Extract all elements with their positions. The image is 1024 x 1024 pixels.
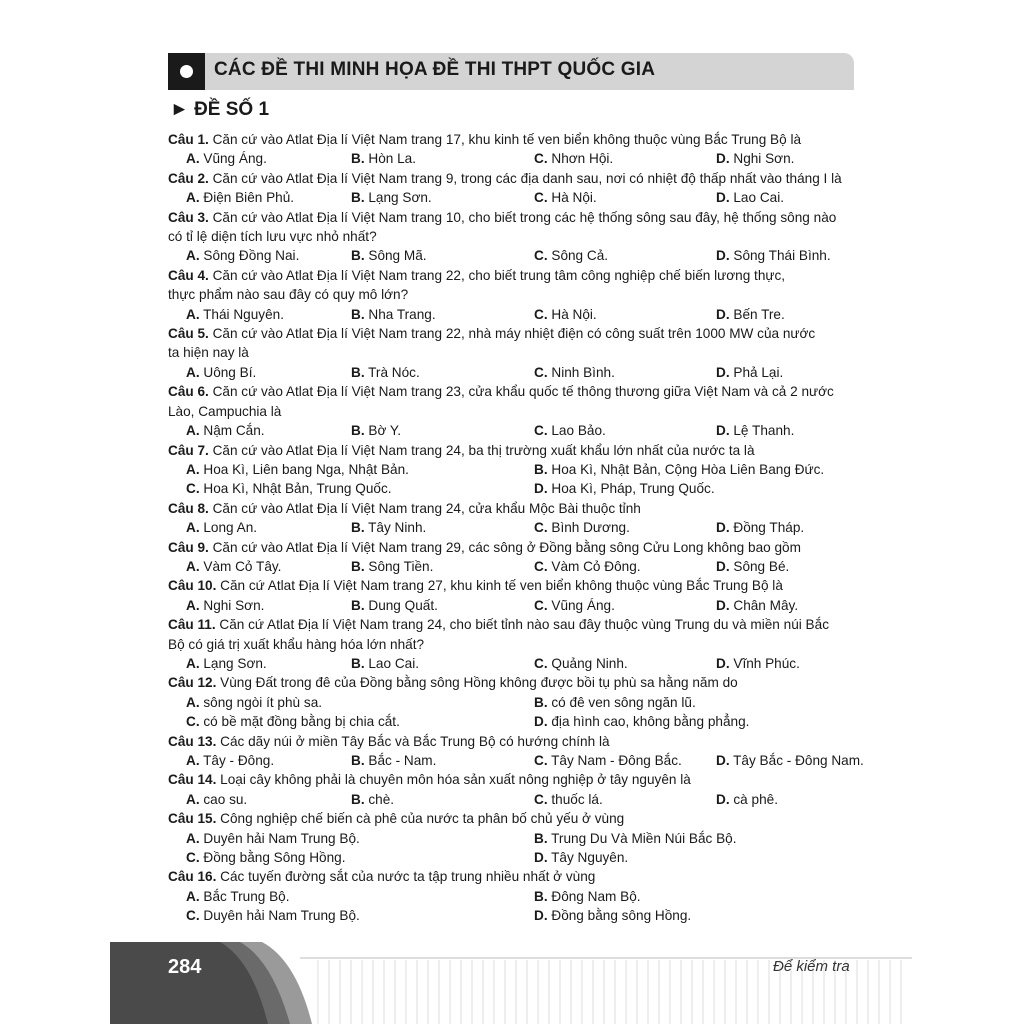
answer-option (186, 751, 274, 770)
option-text: Quảng Ninh. (551, 655, 628, 671)
question-label: Câu 11. (168, 617, 216, 633)
question-label: Câu 6. (168, 384, 209, 400)
option-letter: B. (534, 694, 548, 710)
option-text: Bắc Trung Bộ. (203, 888, 290, 904)
answer-option (351, 149, 416, 168)
answer-option (716, 305, 785, 324)
option-text: Tây Bắc - Đông Nam. (733, 753, 864, 768)
answer-option (186, 654, 267, 673)
answer-option (716, 188, 784, 207)
answer-option (186, 906, 360, 925)
option-letter: C. (534, 151, 548, 167)
option-text: Đông Nam Bộ. (551, 888, 641, 904)
option-text: thuốc lá. (551, 791, 603, 807)
question-line (168, 499, 858, 518)
answer-option (534, 305, 597, 324)
option-letter: D. (716, 248, 730, 264)
answer-option (534, 421, 606, 440)
option-letter: B. (351, 306, 365, 322)
question-line (168, 732, 858, 751)
option-letter: B. (351, 520, 365, 536)
answer-option (351, 751, 436, 770)
option-text: Vũng Áng. (203, 151, 267, 167)
answer-option (351, 246, 427, 265)
option-letter: A. (186, 597, 200, 613)
options-row (168, 906, 858, 925)
option-letter: D. (534, 481, 548, 497)
option-text: chè. (368, 791, 395, 807)
option-letter: A. (186, 655, 200, 671)
question-line (168, 402, 858, 421)
question-text: Các dãy núi ở miền Tây Bắc và Bắc Trung Bộ có hướng chính là (220, 733, 610, 749)
answer-option (534, 149, 613, 168)
option-text: Lạng Sơn. (368, 190, 432, 206)
option-text: Sông Thái Bình. (733, 248, 831, 264)
options-row (168, 790, 858, 809)
question-text: Căn cứ vào Atlat Địa lí Việt Nam trang 9, trong các địa danh sau, nơi có nhiệt độ thấp nhất vào tháng I là (212, 170, 842, 186)
option-letter: C. (534, 248, 548, 264)
question-label: Câu 4. (168, 267, 209, 283)
option-letter: D. (716, 558, 730, 574)
option-text: Phả Lại. (733, 364, 784, 380)
question-line (168, 635, 858, 654)
answer-option (534, 518, 630, 537)
option-letter: A. (186, 190, 200, 206)
question-line (168, 285, 858, 304)
answer-option (186, 305, 284, 324)
option-letter: C. (534, 306, 548, 322)
option-letter: C. (534, 364, 548, 380)
question-text: ta hiện nay là (168, 345, 249, 361)
option-text: Sông Đồng Nai. (203, 248, 300, 264)
options-row (168, 557, 858, 576)
option-letter: D. (534, 850, 548, 866)
option-text: Lao Bảo. (551, 423, 606, 439)
option-text: Bến Tre. (733, 306, 785, 322)
answer-option (716, 149, 794, 168)
option-letter: A. (186, 888, 200, 904)
question-text: Căn cứ vào Atlat Địa lí Việt Nam trang 22, nhà máy nhiệt điện có công suất trên 1000 MW của nước (212, 326, 816, 342)
option-letter: A. (186, 364, 200, 380)
option-letter: C. (534, 423, 548, 439)
options-row (168, 751, 864, 770)
options-row (168, 460, 858, 479)
option-letter: A. (186, 248, 200, 264)
question-label: Câu 16. (168, 869, 217, 885)
option-letter: D. (716, 364, 730, 380)
option-letter: A. (186, 423, 200, 439)
answer-option (534, 654, 628, 673)
answer-option (186, 829, 360, 848)
answer-option (716, 518, 804, 537)
option-text: Hòn La. (368, 151, 416, 167)
answer-option (534, 363, 615, 382)
option-letter: C. (186, 714, 200, 730)
option-text: Nghi Sơn. (733, 151, 795, 167)
options-row (168, 149, 858, 168)
answer-option (534, 790, 603, 809)
options-row (168, 518, 858, 537)
option-text: địa hình cao, không bằng phẳng. (551, 714, 750, 730)
option-letter: D. (716, 520, 730, 536)
option-letter: B. (351, 151, 365, 167)
answer-option (534, 712, 749, 731)
option-letter: B. (351, 190, 365, 206)
exam-title: ► ĐỀ SỐ 1 (170, 99, 270, 120)
option-text: Long An. (203, 520, 258, 536)
answer-option (534, 887, 641, 906)
question-text: Căn cứ Atlat Địa lí Việt Nam trang 24, cho biết tỉnh nào sau đây thuộc vùng Trung du và miền núi Bắc (219, 617, 829, 633)
option-text: Bắc - Nam. (368, 753, 437, 768)
question-text: Căn cứ vào Atlat Địa lí Việt Nam trang 29, các sông ở Đồng bằng sông Cửu Long không bao gồm (212, 539, 801, 555)
option-text: Hoa Kì, Pháp, Trung Quốc. (551, 481, 715, 497)
answer-option (534, 479, 715, 498)
question-line (168, 130, 858, 149)
question-text: Căn cứ vào Atlat Địa lí Việt Nam trang 24, ba thị trường xuất khẩu lớn nhất của nước ta là (212, 442, 755, 458)
question-line (168, 441, 858, 460)
answer-option (186, 887, 290, 906)
options-row (168, 829, 858, 848)
option-letter: C. (186, 850, 200, 866)
answer-option (186, 246, 299, 265)
options-row (168, 305, 858, 324)
option-letter: D. (716, 190, 730, 206)
option-text: Hoa Kì, Liên bang Nga, Nhật Bản. (203, 461, 409, 477)
answer-option (186, 479, 392, 498)
answer-option (716, 790, 778, 809)
option-text: Trung Du Và Miền Núi Bắc Bộ. (551, 830, 737, 846)
answer-option (534, 848, 628, 867)
option-text: Tây Ninh. (368, 520, 427, 536)
option-text: Tây Nam - Đông Bắc. (551, 753, 682, 768)
option-letter: B. (534, 461, 548, 477)
question-text: Công nghiệp chế biến cà phê của nước ta phân bố chủ yếu ở vùng (220, 811, 625, 827)
question-line (168, 538, 858, 557)
answer-option (351, 790, 394, 809)
option-letter: C. (534, 753, 548, 768)
option-text: Hà Nội. (551, 306, 597, 322)
question-line (168, 615, 858, 634)
question-line (168, 576, 858, 595)
question-text: Căn cứ vào Atlat Địa lí Việt Nam trang 17, khu kinh tế ven biển không thuộc vùng Bắc Trung Bộ là (212, 132, 802, 147)
option-letter: A. (186, 830, 200, 846)
question-label: Câu 10. (168, 578, 217, 594)
answer-option (351, 518, 426, 537)
option-letter: D. (716, 753, 730, 768)
option-text: Uông Bí. (203, 364, 257, 380)
options-row (168, 654, 858, 673)
option-letter: B. (351, 753, 365, 768)
option-text: Nha Trang. (368, 306, 436, 322)
options-row (168, 188, 858, 207)
section-title: CÁC ĐỀ THI MINH HỌA ĐỀ THI THPT QUỐC GIA (214, 59, 656, 80)
question-text: có tỉ lệ diện tích lưu vực nhỏ nhất? (168, 229, 377, 245)
option-letter: B. (534, 888, 548, 904)
question-label: Câu 9. (168, 539, 209, 555)
answer-option (186, 712, 400, 731)
question-text: Bộ có giá trị xuất khẩu hàng hóa lớn nhất? (168, 636, 425, 652)
question-text: Căn cứ vào Atlat Địa lí Việt Nam trang 23, cửa khẩu quốc tế thông thương giữa Việt Nam và cả 2 nước (212, 384, 834, 400)
option-text: Nghi Sơn. (203, 597, 265, 613)
option-text: Bờ Y. (368, 423, 401, 439)
answer-option (186, 557, 281, 576)
option-text: có đê ven sông ngăn lũ. (551, 694, 696, 710)
option-text: Tây Nguyên. (551, 850, 629, 866)
option-letter: B. (351, 597, 365, 613)
options-row (168, 246, 858, 265)
answer-option (534, 751, 682, 770)
option-text: Sông Bé. (733, 558, 790, 574)
option-text: Nậm Cắn. (203, 423, 265, 439)
section-header (168, 53, 854, 90)
option-letter: D. (716, 791, 730, 807)
question-line (168, 770, 858, 789)
question-label: Câu 5. (168, 326, 209, 342)
option-text: Lao Cai. (733, 190, 785, 206)
question-text: Lào, Campuchia là (168, 403, 282, 419)
question-line (168, 227, 858, 246)
answer-option (534, 906, 691, 925)
option-text: có bề mặt đồng bằng bị chia cắt. (203, 714, 400, 730)
question-line (168, 324, 858, 343)
question-line (168, 208, 858, 227)
answer-option (716, 751, 864, 770)
option-text: Thái Nguyên. (203, 306, 284, 322)
option-letter: B. (351, 791, 365, 807)
option-letter: C. (534, 190, 548, 206)
question-line (168, 673, 858, 692)
answer-option (351, 363, 420, 382)
option-text: Trà Nóc. (368, 364, 420, 380)
options-row (168, 712, 858, 731)
option-letter: A. (186, 306, 200, 322)
option-text: Lệ Thanh. (733, 423, 795, 439)
option-letter: D. (716, 151, 730, 167)
option-letter: A. (186, 753, 200, 768)
option-letter: D. (534, 714, 548, 730)
option-letter: A. (186, 461, 200, 477)
answer-option (534, 460, 824, 479)
option-letter: B. (351, 364, 365, 380)
question-label: Câu 15. (168, 811, 217, 827)
footer-label: Để kiểm tra (773, 958, 850, 975)
answer-option (186, 596, 264, 615)
option-text: Dung Quất. (368, 597, 438, 613)
option-text: cao su. (203, 791, 248, 807)
option-letter: B. (534, 830, 548, 846)
answer-option (351, 557, 433, 576)
answer-option (716, 363, 783, 382)
options-row (168, 363, 858, 382)
question-label: Câu 1. (168, 132, 209, 147)
answer-option (716, 421, 794, 440)
option-letter: D. (716, 655, 730, 671)
option-text: Vũng Áng. (551, 597, 615, 613)
options-row (168, 848, 858, 867)
answer-option (534, 188, 597, 207)
option-text: Bình Dương. (551, 520, 630, 536)
answer-option (716, 596, 798, 615)
bullet-icon (180, 65, 193, 78)
answer-option (186, 693, 322, 712)
question-text: Các tuyến đường sắt của nước ta tập trung nhiều nhất ở vùng (220, 869, 596, 885)
question-label: Câu 8. (168, 500, 209, 516)
question-text: Căn cứ Atlat Địa lí Việt Nam trang 27, khu kinh tế ven biển không thuộc vùng Bắc Trung Bộ là (220, 578, 783, 594)
option-letter: A. (186, 151, 200, 167)
question-line (168, 382, 858, 401)
answer-option (186, 790, 247, 809)
option-letter: D. (716, 597, 730, 613)
options-row (168, 596, 858, 615)
question-line (168, 266, 858, 285)
options-row (168, 693, 858, 712)
question-label: Câu 7. (168, 442, 209, 458)
answer-option (716, 654, 800, 673)
question-label: Câu 14. (168, 772, 217, 788)
answer-option (186, 518, 257, 537)
option-letter: D. (716, 306, 730, 322)
option-text: Hà Nội. (551, 190, 597, 206)
option-letter: B. (351, 558, 365, 574)
question-label: Câu 13. (168, 733, 217, 749)
option-text: Nhơn Hội. (551, 151, 614, 167)
option-letter: B. (351, 655, 365, 671)
question-label: Câu 3. (168, 209, 209, 225)
option-text: Hoa Kì, Nhật Bản, Trung Quốc. (203, 481, 392, 497)
option-text: Duyên hải Nam Trung Bộ. (203, 830, 360, 846)
question-line (168, 867, 858, 886)
header-bullet-box (168, 53, 205, 90)
answer-option (351, 596, 438, 615)
answer-option (186, 421, 265, 440)
option-letter: D. (716, 423, 730, 439)
answer-option (351, 654, 419, 673)
option-letter: C. (534, 558, 548, 574)
answer-option (534, 596, 615, 615)
answer-option (351, 305, 436, 324)
question-text: Vùng Đất trong đê của Đồng bằng sông Hồng không được bồi tụ phù sa hằng năm do (220, 675, 738, 691)
option-text: Vàm Cỏ Tây. (203, 558, 282, 574)
option-text: cà phê. (733, 791, 778, 807)
options-row (168, 421, 858, 440)
answer-option (186, 149, 267, 168)
option-text: Điện Biên Phủ. (203, 190, 295, 206)
question-text: Căn cứ vào Atlat Địa lí Việt Nam trang 22, cho biết trung tâm công nghiệp chế biến lương thực, (212, 267, 786, 283)
option-text: Duyên hải Nam Trung Bộ. (203, 908, 360, 924)
option-text: Sông Mã. (368, 248, 427, 264)
option-letter: C. (534, 655, 548, 671)
option-letter: C. (534, 791, 548, 807)
answer-option (716, 246, 831, 265)
option-text: Ninh Bình. (551, 364, 615, 380)
question-line (168, 343, 858, 362)
option-text: Hoa Kì, Nhật Bản, Cộng Hòa Liên Bang Đức. (551, 461, 825, 477)
option-letter: C. (186, 481, 200, 497)
question-text: Căn cứ vào Atlat Địa lí Việt Nam trang 24, cửa khẩu Mộc Bài thuộc tỉnh (212, 500, 641, 516)
answer-option (186, 188, 294, 207)
option-text: Vàm Cỏ Đông. (551, 558, 641, 574)
option-text: Đồng bằng sông Hồng. (551, 908, 692, 924)
answer-option (186, 848, 345, 867)
answer-option (351, 421, 401, 440)
option-text: Đồng bằng Sông Hồng. (203, 850, 346, 866)
answer-option (534, 829, 737, 848)
option-letter: C. (186, 908, 200, 924)
option-text: sông ngòi ít phù sa. (203, 694, 323, 710)
answer-option (186, 460, 409, 479)
option-letter: A. (186, 694, 200, 710)
option-letter: D. (534, 908, 548, 924)
answer-option (716, 557, 789, 576)
option-text: Lao Cai. (368, 655, 420, 671)
option-text: Sông Tiền. (368, 558, 434, 574)
footer-decoration (0, 930, 1024, 1024)
option-text: Vĩnh Phúc. (733, 655, 800, 671)
question-text: thực phẩm nào sau đây có quy mô lớn? (168, 287, 409, 303)
question-line (168, 169, 858, 188)
option-text: Lạng Sơn. (203, 655, 267, 671)
option-letter: B. (351, 248, 365, 264)
question-label: Câu 12. (168, 675, 217, 691)
option-letter: C. (534, 597, 548, 613)
option-text: Sông Cả. (551, 248, 609, 264)
answer-option (534, 246, 608, 265)
option-letter: C. (534, 520, 548, 536)
question-list (168, 130, 864, 926)
answer-option (351, 188, 432, 207)
option-text: Đồng Tháp. (733, 520, 805, 536)
options-row (168, 887, 858, 906)
option-letter: A. (186, 558, 200, 574)
option-letter: B. (351, 423, 365, 439)
question-label: Câu 2. (168, 170, 209, 186)
option-letter: A. (186, 791, 200, 807)
question-text: Căn cứ vào Atlat Địa lí Việt Nam trang 10, cho biết trong các hệ thống sông sau đây, hệ thống sông nào (212, 209, 837, 225)
question-text: Loại cây không phải là chuyên môn hóa sản xuất nông nghiệp ở tây nguyên là (220, 772, 691, 788)
answer-option (534, 557, 641, 576)
answer-option (534, 693, 696, 712)
option-text: Tây - Đông. (203, 753, 275, 768)
option-letter: A. (186, 520, 200, 536)
answer-option (186, 363, 256, 382)
question-line (168, 809, 858, 828)
option-text: Chân Mây. (733, 597, 799, 613)
page-number: 284 (168, 956, 202, 978)
options-row (168, 479, 858, 498)
